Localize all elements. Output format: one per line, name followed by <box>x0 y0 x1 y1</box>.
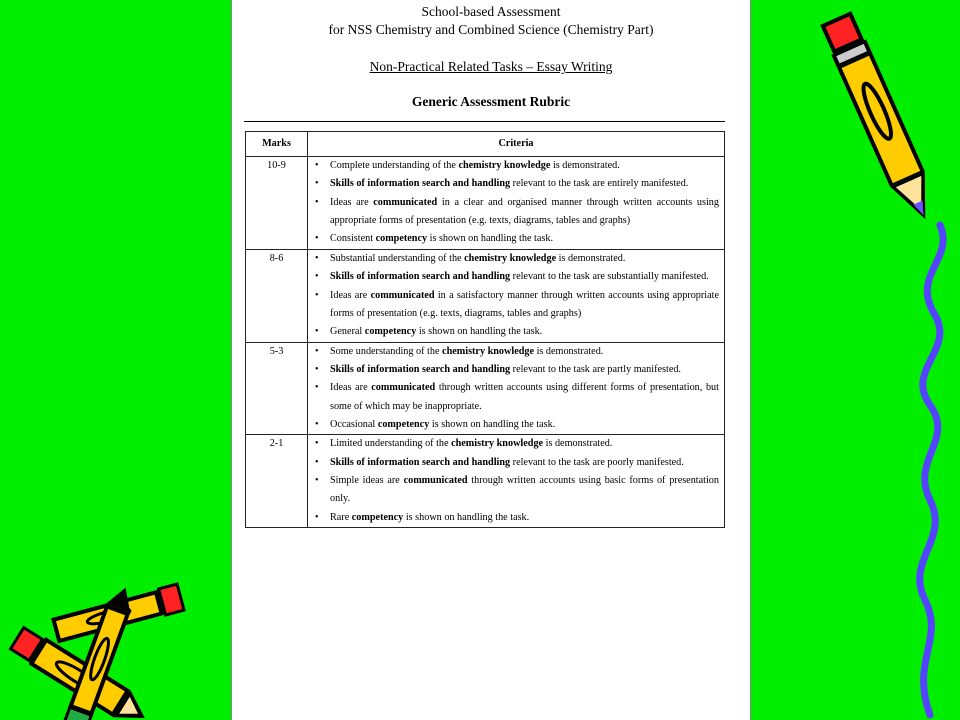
table-header-row <box>246 132 725 157</box>
criteria-item <box>314 287 719 324</box>
criteria-keyword: Skills of information search and handling <box>330 178 511 190</box>
table-row <box>246 435 725 528</box>
criteria-keyword: chemistry knowledge <box>442 345 535 357</box>
criteria-item <box>314 250 719 268</box>
marks-cell: 10-9 <box>246 157 308 250</box>
criteria-text: is demonstrated. <box>550 160 620 171</box>
criteria-item <box>314 361 719 379</box>
rubric-title: Generic Assessment Rubric <box>411 94 571 109</box>
criteria-keyword: competency <box>377 419 430 431</box>
criteria-cell <box>308 342 725 435</box>
criteria-keyword: competency <box>351 511 404 523</box>
criteria-text: Ideas are <box>330 196 374 208</box>
task-title: Non-Practical Related Tasks – Essay Writing <box>369 59 613 74</box>
criteria-item <box>314 379 719 416</box>
criteria-text: is demonstrated. <box>556 252 626 264</box>
criteria-keyword: Skills of information search and handling <box>330 271 511 283</box>
criteria-text: through written accounts using basic forms of presentation only. <box>330 475 719 505</box>
pencil-clipart-icon <box>800 0 960 235</box>
criteria-text: in a clear and organised manner through written accounts using appropriate forms of presentation (e.g. texts, diagrams, tables and graphs) <box>330 196 719 227</box>
criteria-text: is shown on handling the task. <box>403 511 530 523</box>
criteria-text: Rare <box>330 511 352 523</box>
criteria-text: relevant to the task are entirely manifested. <box>510 178 689 190</box>
criteria-item <box>314 435 719 453</box>
criteria-text: is demonstrated. <box>543 438 613 450</box>
criteria-cell <box>308 435 725 528</box>
criteria-text: Complete understanding of the <box>330 160 459 171</box>
criteria-item <box>314 416 719 434</box>
criteria-keyword: Skills of information search and handling <box>330 363 511 375</box>
criteria-keyword: communicated <box>373 196 438 208</box>
rubric-document-page <box>231 0 751 720</box>
criteria-cell <box>308 157 725 250</box>
criteria-item <box>314 175 719 193</box>
criteria-keyword: competency <box>375 233 428 245</box>
criteria-keyword: chemistry knowledge <box>451 438 544 450</box>
criteria-item <box>314 230 719 248</box>
criteria-text: General <box>330 326 365 338</box>
criteria-keyword: Skills of information search and handling <box>330 456 511 468</box>
title-divider <box>244 121 725 122</box>
criteria-list <box>314 157 719 249</box>
doc-subheading: for NSS Chemistry and Combined Science (Chemistry Part) <box>328 22 654 37</box>
criteria-text: Consistent <box>330 233 376 245</box>
criteria-keyword: communicated <box>370 289 435 301</box>
criteria-item <box>314 157 719 175</box>
criteria-item <box>314 472 719 509</box>
criteria-item <box>314 343 719 361</box>
criteria-text: Limited understanding of the <box>330 438 452 450</box>
criteria-text: Simple ideas are <box>330 475 404 487</box>
criteria-item <box>314 194 719 231</box>
criteria-keyword: communicated <box>403 475 468 487</box>
criteria-item <box>314 454 719 472</box>
criteria-keyword: competency <box>364 326 417 338</box>
criteria-text: Substantial understanding of the <box>330 252 465 264</box>
criteria-list <box>314 343 719 435</box>
doc-heading: School-based Assessment <box>421 4 561 19</box>
marks-cell: 2-1 <box>246 435 308 528</box>
squiggle-decoration-icon <box>900 220 960 720</box>
rubric-table <box>245 131 725 528</box>
marks-cell: 5-3 <box>246 342 308 435</box>
crossed-pencils-clipart-icon <box>0 575 200 720</box>
criteria-text: is demonstrated. <box>534 345 604 357</box>
table-row <box>246 249 725 342</box>
criteria-text: relevant to the task are partly manifested. <box>510 363 681 375</box>
criteria-column-header: Criteria <box>308 132 725 157</box>
criteria-text: Occasional <box>330 419 378 431</box>
criteria-text: relevant to the task are poorly manifested. <box>510 456 684 468</box>
criteria-text: Ideas are <box>330 382 372 394</box>
criteria-text: is shown on handling the task. <box>416 326 543 338</box>
criteria-keyword: chemistry knowledge <box>464 252 557 264</box>
criteria-text: is shown on handling the task. <box>427 233 553 245</box>
criteria-cell <box>308 249 725 342</box>
criteria-list <box>314 435 719 527</box>
table-row <box>246 157 725 250</box>
criteria-text: through written accounts using different forms of presentation, but some of which may be inappropriate. <box>330 382 719 412</box>
criteria-keyword: communicated <box>371 382 436 394</box>
table-row <box>246 342 725 435</box>
criteria-text: Ideas are <box>330 289 371 301</box>
marks-column-header: Marks <box>246 132 308 157</box>
criteria-item <box>314 509 719 527</box>
marks-cell: 8-6 <box>246 249 308 342</box>
criteria-text: is shown on handling the task. <box>429 419 556 431</box>
criteria-text: in a satisfactory manner through written accounts using appropriate forms of presentation (e.g. texts, diagrams, tables and graphs) <box>330 289 719 319</box>
criteria-text: Some understanding of the <box>330 345 443 357</box>
criteria-item <box>314 268 719 286</box>
criteria-item <box>314 323 719 341</box>
criteria-keyword: chemistry knowledge <box>458 160 551 171</box>
criteria-text: relevant to the task are substantially manifested. <box>510 271 709 283</box>
criteria-list <box>314 250 719 342</box>
